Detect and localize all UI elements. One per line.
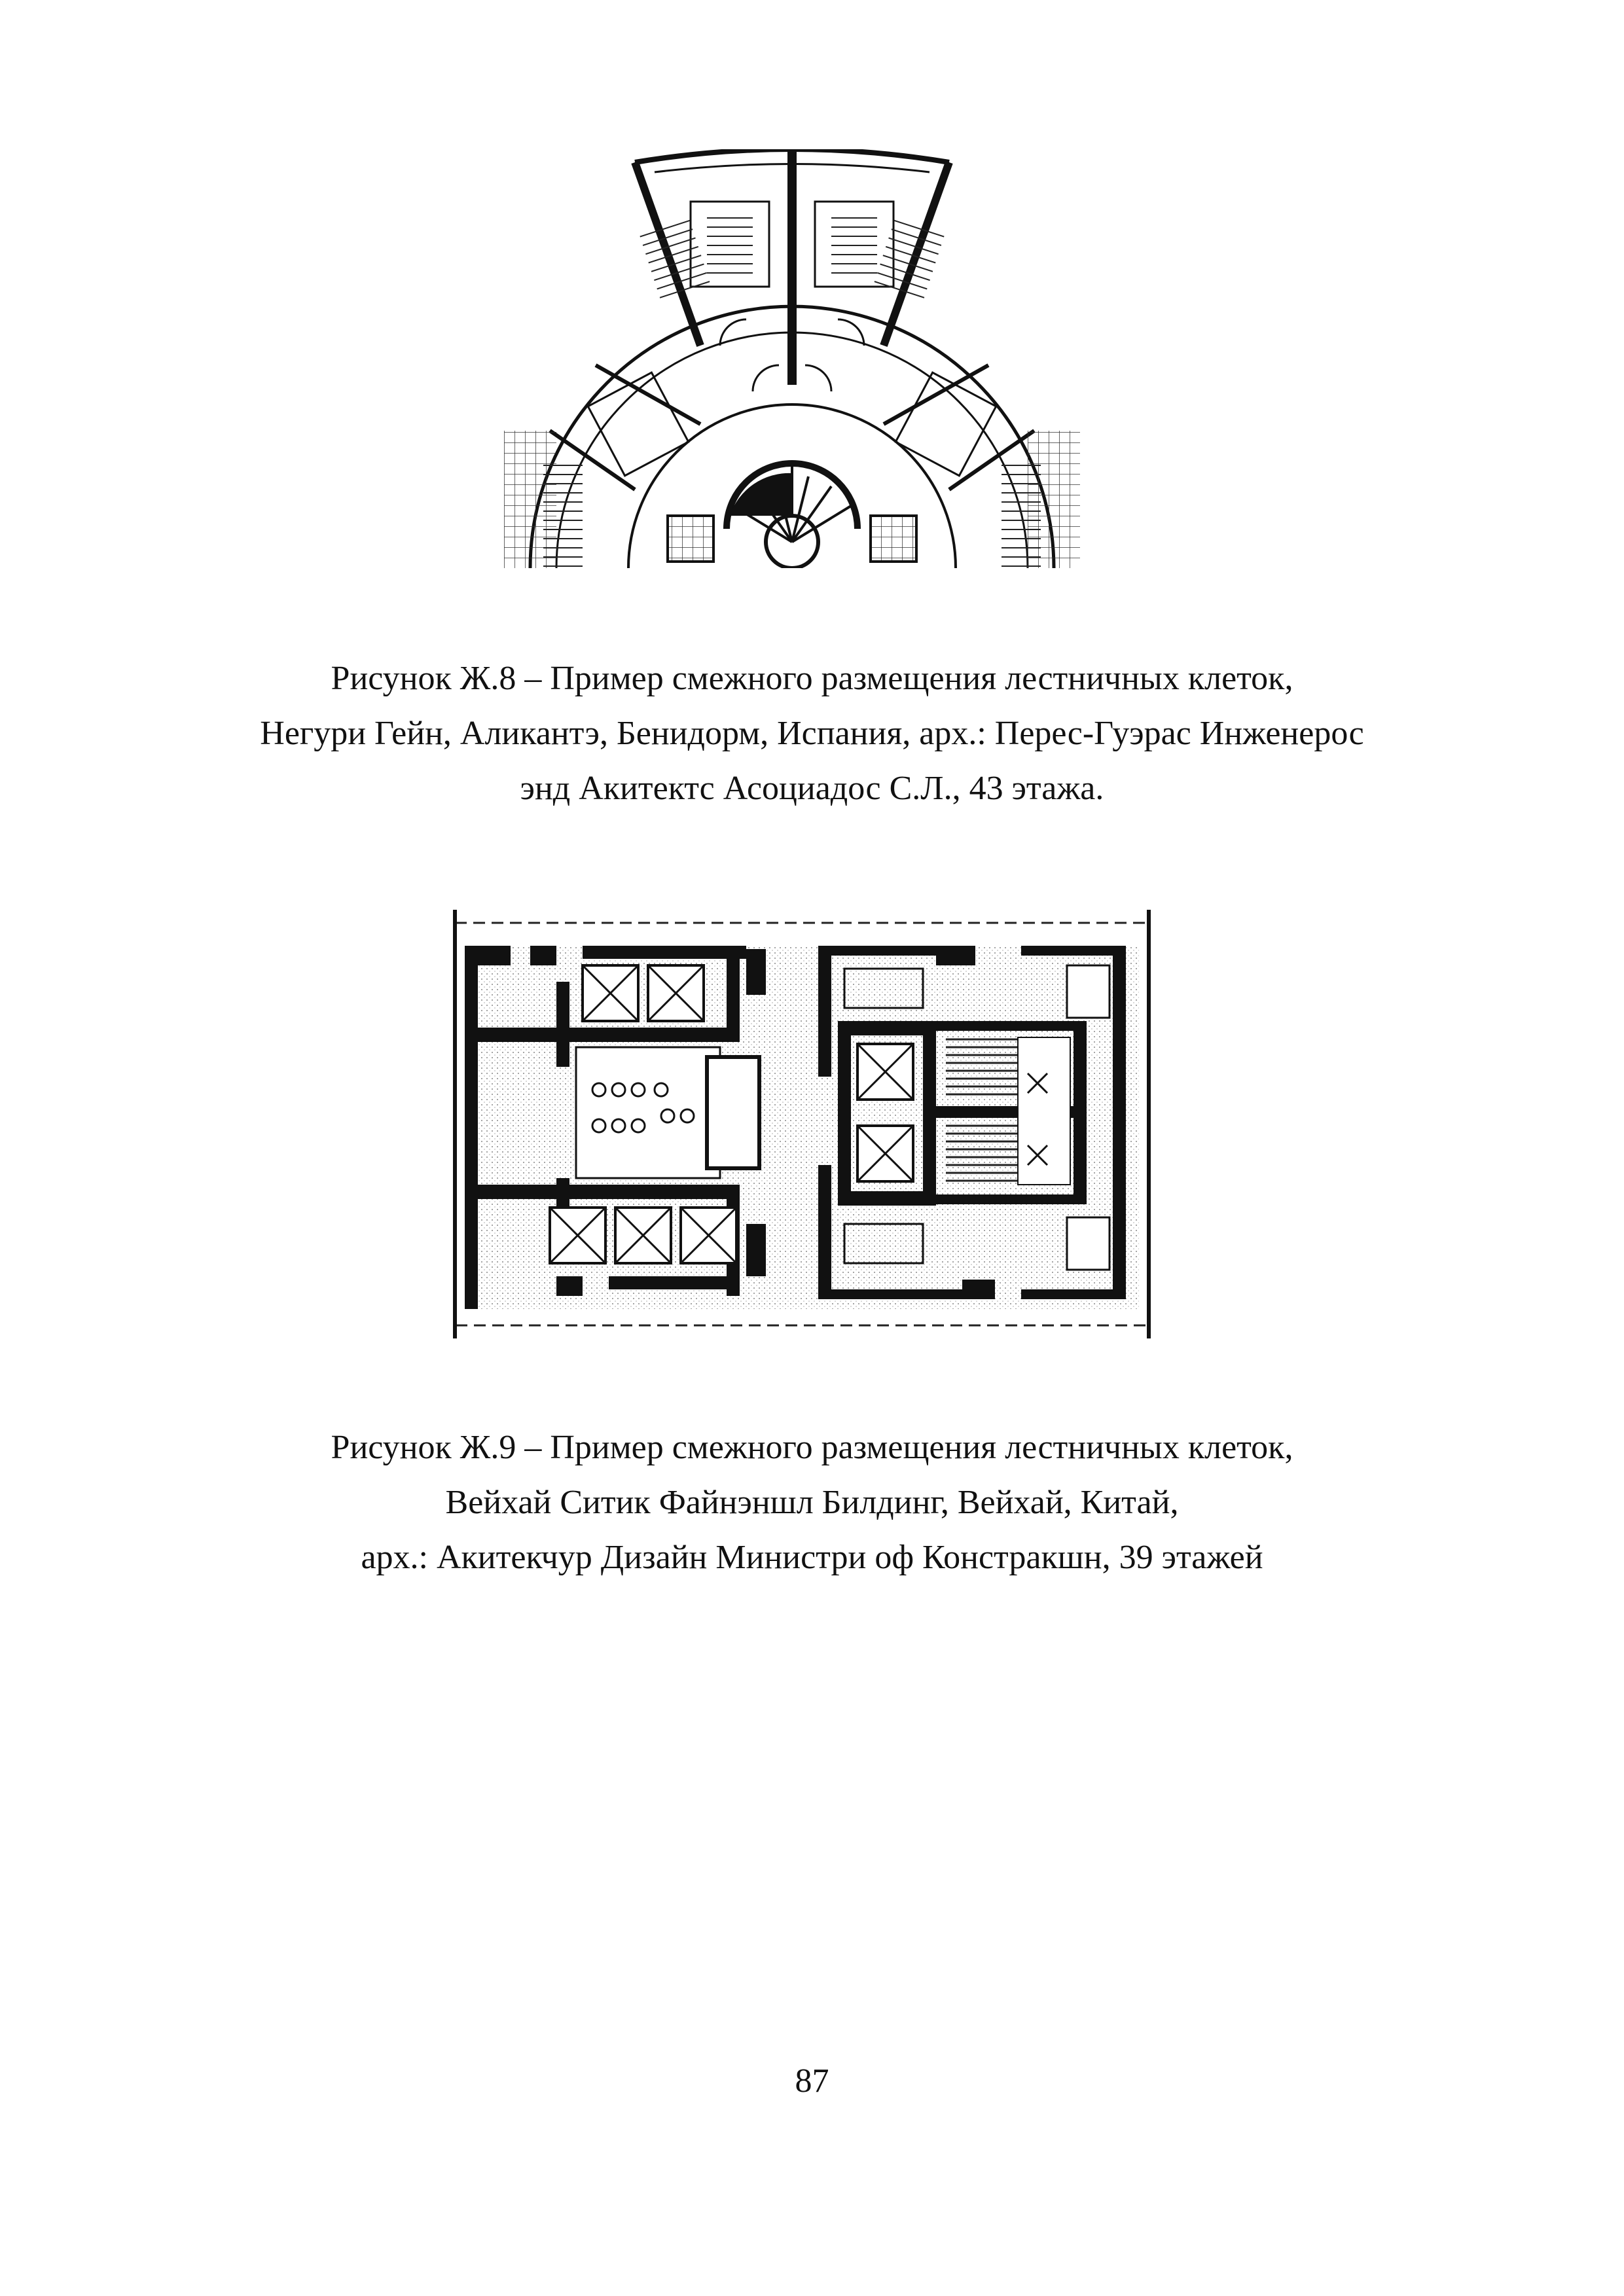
caption-line: Рисунок Ж.9 – Пример смежного размещения лестничных клеток, [331, 1429, 1293, 1466]
figure-9-floor-plan [439, 910, 1165, 1338]
page-number: 87 [795, 2062, 829, 2100]
figure-8-caption [0, 651, 1624, 816]
caption-line: Негури Гейн, Аликантэ, Бенидорм, Испания, арх.: Перес-Гуэрас Инженерос [260, 715, 1364, 752]
figure-9-caption [0, 1420, 1624, 1585]
figure-9-plan-drawing [439, 910, 1165, 1338]
figure-8-plan-drawing [504, 149, 1080, 568]
caption-line: Рисунок Ж.8 – Пример смежного размещения лестничных клеток, [331, 660, 1293, 697]
caption-line: Вейхай Ситик Файнэншл Билдинг, Вейхай, Китай, [445, 1484, 1179, 1521]
caption-line: энд Акитектс Асоциадос С.Л., 43 этажа. [520, 770, 1104, 807]
caption-line: арх.: Акитекчур Дизайн Министри оф Констракшн, 39 этажей [361, 1539, 1263, 1576]
figure-8-floor-plan [504, 149, 1080, 568]
